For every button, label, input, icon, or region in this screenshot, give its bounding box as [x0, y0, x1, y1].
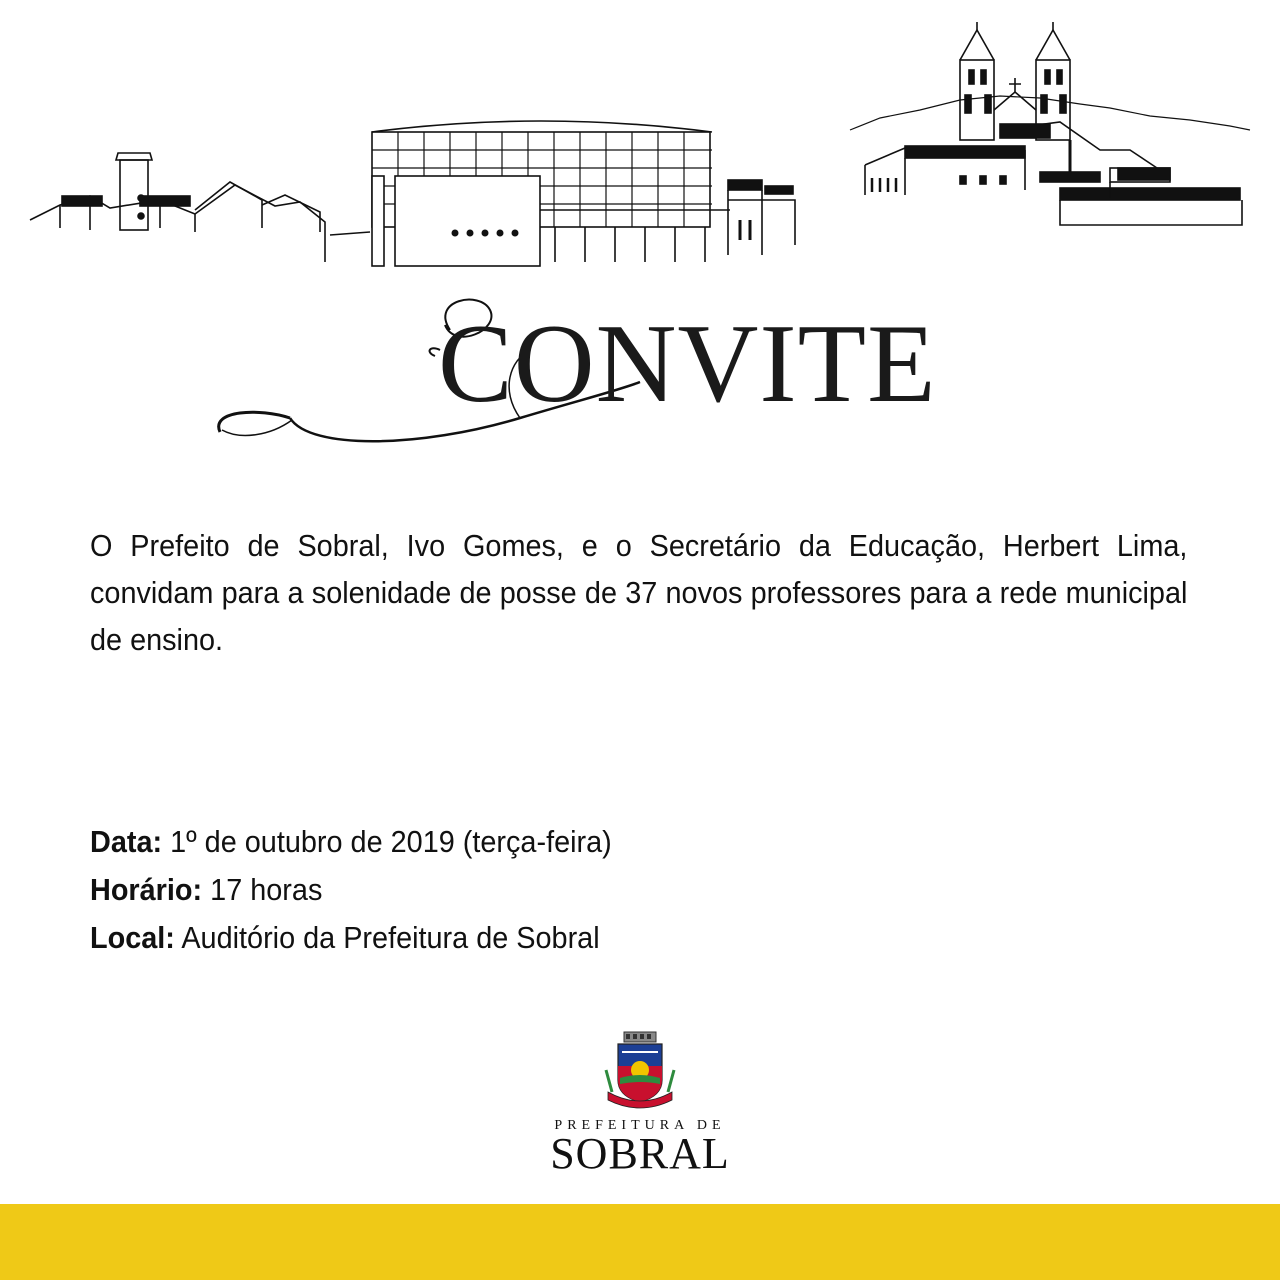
date-value: 1º de outubro de 2019 (terça-feira) — [170, 824, 612, 859]
city-skyline-illustration — [0, 0, 1280, 280]
date-label: Data: — [90, 824, 163, 859]
prefeitura-logo — [550, 1030, 730, 1178]
event-details — [90, 818, 612, 962]
logo-name: SOBRAL — [550, 1129, 730, 1178]
coat-of-arms-icon — [602, 1030, 678, 1114]
invite-body-paragraph: O Prefeito de Sobral, Ivo Gomes, e o Secretário da Educação, Herbert Lima, convidam para a solenidade de posse de 37 novos professores para a rede municipal de ensino. — [90, 528, 1188, 657]
logo-subtitle: PREFEITURA DE — [554, 1118, 726, 1133]
invite-title: CONVITE — [438, 302, 937, 426]
time-label: Horário: — [90, 872, 203, 907]
date-row — [90, 818, 612, 866]
footer-accent-bar — [0, 1204, 1280, 1280]
time-row — [90, 866, 612, 914]
time-value: 17 horas — [210, 872, 323, 907]
place-value: Auditório da Prefeitura de Sobral — [181, 920, 600, 955]
invite-title-block — [200, 290, 937, 460]
place-row — [90, 914, 612, 962]
place-label: Local: — [90, 920, 175, 955]
